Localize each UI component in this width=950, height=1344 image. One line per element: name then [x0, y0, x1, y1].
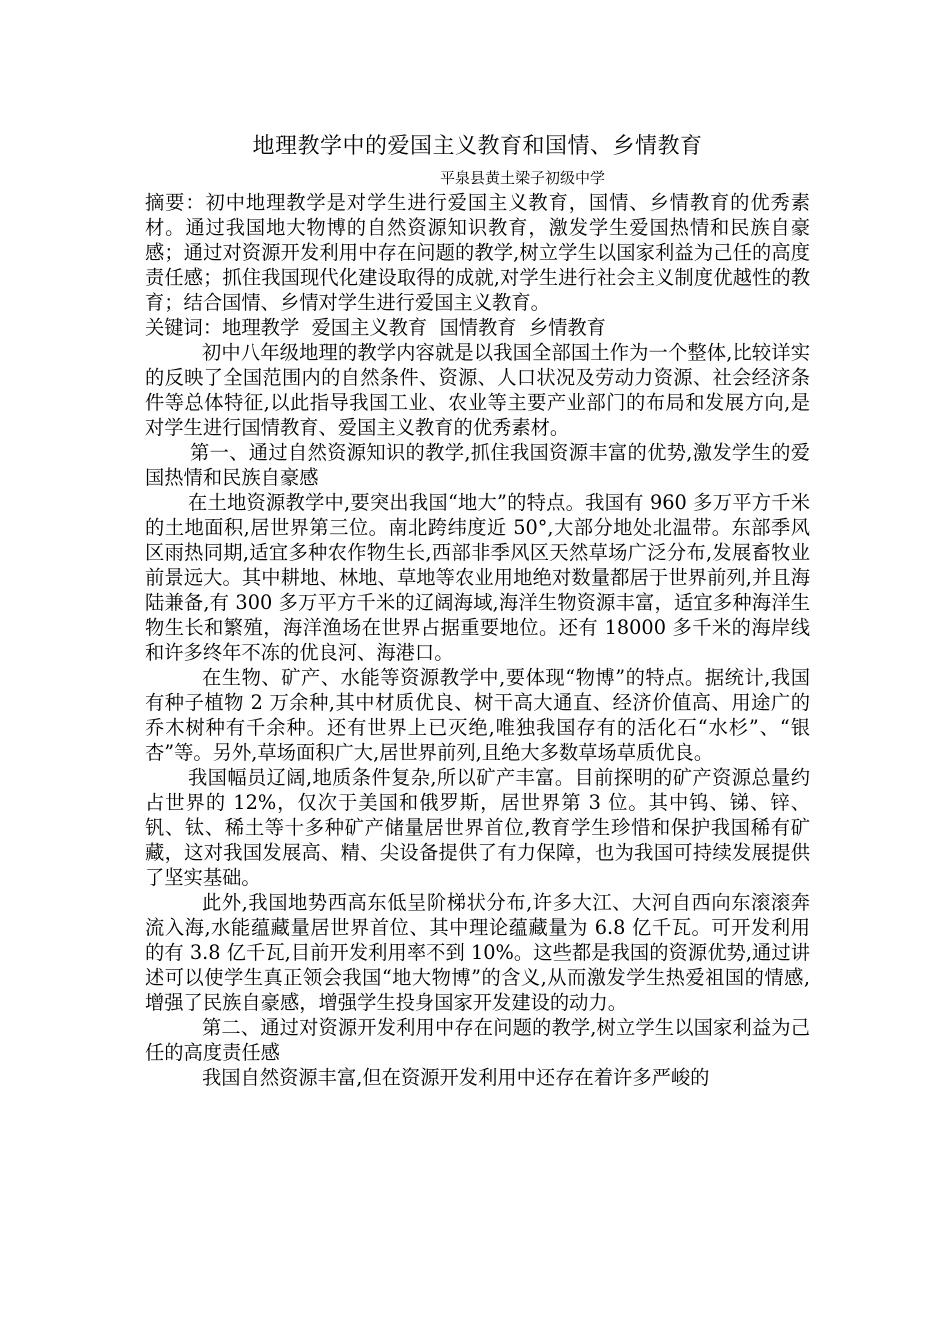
author-line: 平泉县黄土梁子初级中学 — [440, 169, 606, 187]
document-page — [145, 130, 810, 1090]
body-paragraph: 我国自然资源丰富,但在资源开发利用中还存在着许多严峻的 — [202, 1066, 710, 1089]
abstract-paragraph: 摘要：初中地理教学是对学生进行爱国主义教育，国情、乡情教育的优秀素材。通过我国地大物博的自然资源知识教育，激发学生爱国热情和民族自豪感；通过对资源开发利用中存在问题的教学,树立学生以国家利益为己任的高度责任感；抓住我国现代化建设取得的成就,对学生进行社会主义制度优越性的教育；结合国情、乡情对学生进行爱国主义教育。 — [145, 191, 810, 314]
keywords-line: 关键词：地理教学 爱国主义教育 国情教育 乡情教育 — [145, 316, 606, 339]
body-paragraph: 在生物、矿产、水能等资源教学中,要体现“物博”的特点。据统计,我国有种子植物 2 万余种,其中材质优良、树干高大通直、经济价值高、用途广的乔木树种有千余种。还有世界上已灭绝,唯独我国存有的活化石“水杉”、“银杏”等。另外,草场面积广大,居世界前列,且绝大多数草场草质优良。 — [145, 666, 810, 764]
body-paragraph: 初中八年级地理的教学内容就是以我国全部国土作为一个整体,比较详实的反映了全国范围内的自然条件、资源、人口状况及劳动力资源、社会经济条件等总体特征,以此指导我国工业、农业等主要产业部门的布局和发展方向,是对学生进行国情教育、爱国主义教育的优秀素材。 — [145, 341, 810, 439]
section-heading: 第一、通过自然资源知识的教学,抓住我国资源丰富的优势,激发学生的爱国热情和民族自豪感 — [145, 441, 810, 489]
document-title: 地理教学中的爱国主义教育和国情、乡情教育 — [252, 134, 703, 159]
body-paragraph: 我国幅员辽阔,地质条件复杂,所以矿产丰富。目前探明的矿产资源总量约占世界的 12%，仅次于美国和俄罗斯，居世界第 3 位。其中钨、锑、锌、钒、钛、稀土等十多种矿产储量居世界首位,教育学生珍惜和保护我国稀有矿藏，这对我国发展高、精、尖设备提供了有力保障，也为我国可持续发展提供了坚实基础。 — [145, 766, 810, 889]
body-paragraph: 在土地资源教学中,要突出我国“地大”的特点。我国有 960 多万平方千米的土地面积,居世界第三位。南北跨纬度近 50°,大部分地处北温带。东部季风区雨热同期,适宜多种农作物生长,西部非季风区天然草场广泛分布,发展畜牧业前景远大。其中耕地、林地、草地等农业用地绝对数量都居于世界前列,并且海陆兼备,有 300 多万平方千米的辽阔海域,海洋生物资源丰富，适宜多种海洋生物生长和繁殖，海洋渔场在世界占据重要地位。还有 18000 多千米的海岸线和许多终年不冻的优良河、海港口。 — [145, 491, 810, 664]
section-heading: 第二、通过对资源开发利用中存在问题的教学,树立学生以国家利益为己任的高度责任感 — [145, 1016, 810, 1064]
body-paragraph: 此外,我国地势西高东低呈阶梯状分布,许多大江、大河自西向东滚滚奔流入海,水能蕴藏量居世界首位、其中理论蕴藏量为 6.8 亿千瓦。可开发利用的有 3.8 亿千瓦,目前开发利用率不到 10%。这些都是我国的资源优势,通过讲述可以使学生真正领会我国“地大物博”的含义,从而激发学生热爱祖国的情感,增强了民族自豪感，增强学生投身国家开发建设的动力。 — [145, 891, 810, 1014]
